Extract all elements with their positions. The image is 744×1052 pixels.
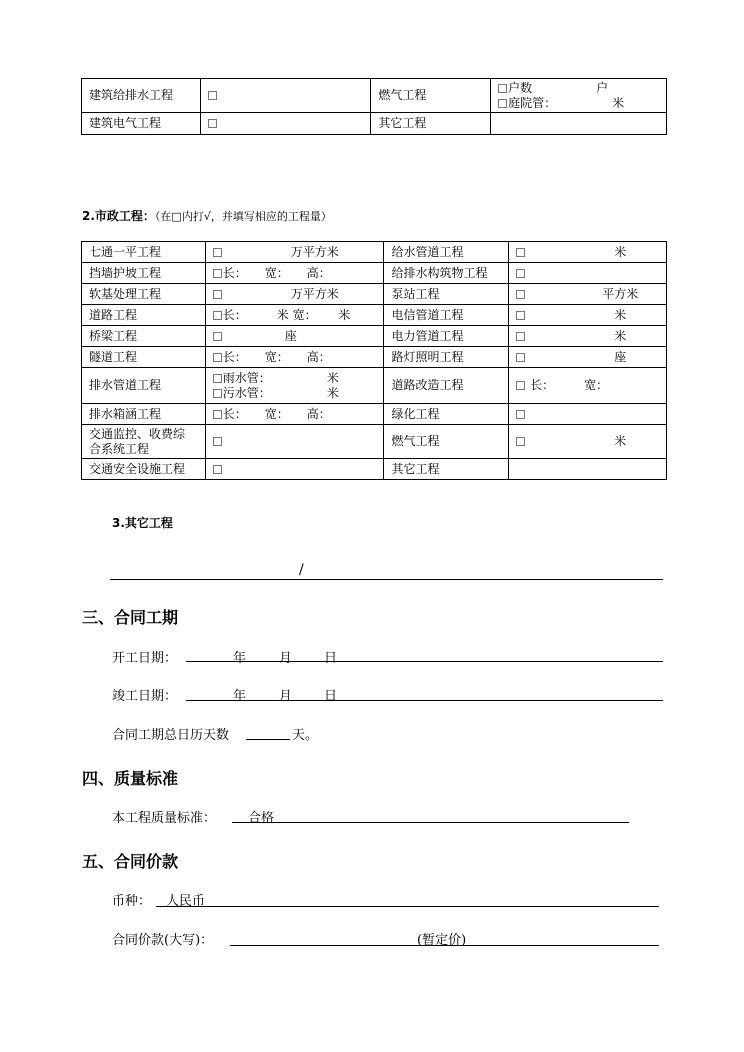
cell-unit: 米 xyxy=(614,328,627,343)
table-row xyxy=(82,263,667,284)
building-works-table xyxy=(81,78,667,135)
checkbox[interactable] xyxy=(213,332,222,341)
cell-label: 绿化工程 xyxy=(384,404,509,425)
cell-label: 建筑电气工程 xyxy=(82,113,201,135)
cell-unit: 米 xyxy=(614,307,627,322)
cell-label: 七通一平工程 xyxy=(82,242,206,263)
checkbox[interactable] xyxy=(516,410,525,419)
checkbox[interactable] xyxy=(498,84,507,93)
yard-pipe-label: 庭院管： xyxy=(508,95,557,110)
cell-unit: 座 xyxy=(284,328,297,343)
price-note: (暂定价) xyxy=(417,933,467,948)
cell-unit: 万平方米 xyxy=(290,286,339,301)
cell-label: 道路改造工程 xyxy=(384,368,509,404)
cell-label: 合系统工程 xyxy=(89,441,150,456)
rain-pipe-label: 雨水管： xyxy=(222,370,271,385)
currency-field[interactable] xyxy=(156,906,659,907)
end-day-label: 日 xyxy=(324,689,338,704)
cell-unit: 长： 宽： 高： xyxy=(222,265,331,280)
currency-value: 人民币 xyxy=(166,894,206,909)
checkbox[interactable] xyxy=(213,410,222,419)
checkbox[interactable] xyxy=(516,311,525,320)
table-row xyxy=(82,459,667,480)
table-row xyxy=(82,368,667,404)
checkbox[interactable] xyxy=(213,311,222,320)
cell-unit: 座 xyxy=(614,349,627,364)
table-row xyxy=(82,113,667,135)
total-days-unit: 天。 xyxy=(292,728,319,743)
cell-unit: 米 xyxy=(614,434,627,448)
checkbox[interactable] xyxy=(213,374,222,383)
checkbox[interactable] xyxy=(516,290,525,299)
quality-label: 本工程质量标准： xyxy=(112,811,217,826)
cell-label: 燃气工程 xyxy=(371,79,491,113)
checkbox[interactable] xyxy=(213,269,222,278)
end-month-label: 月 xyxy=(279,689,293,704)
table-row xyxy=(82,79,667,113)
cell-label: 排水管道工程 xyxy=(82,368,206,404)
section-2-title-line xyxy=(82,205,332,224)
cell-label: 其它工程 xyxy=(384,459,509,480)
cell-label: 电力管道工程 xyxy=(384,326,509,347)
checkbox[interactable] xyxy=(208,119,217,128)
end-year-label: 年 xyxy=(233,689,247,704)
cell-label: 挡墙护坡工程 xyxy=(82,263,206,284)
section-2-title: 2.市政工程： xyxy=(82,209,155,223)
cell-label: 排水箱涵工程 xyxy=(82,404,206,425)
quality-field[interactable] xyxy=(232,822,629,823)
total-days-field[interactable] xyxy=(246,739,290,740)
total-days-label: 合同工期总日历天数 xyxy=(112,728,230,743)
cell-label: 交通监控、收费综 xyxy=(89,426,186,441)
start-month-label: 月 xyxy=(279,651,293,666)
cell-unit: 长： 宽： 高： xyxy=(222,406,331,421)
cell-label: 燃气工程 xyxy=(384,425,509,459)
checkbox[interactable] xyxy=(208,91,217,100)
cell-label: 其它工程 xyxy=(371,113,491,135)
end-date-label: 竣工日期： xyxy=(112,689,178,704)
cell-label: 泵站工程 xyxy=(384,284,509,305)
checkbox[interactable] xyxy=(213,465,222,474)
start-date-label: 开工日期： xyxy=(112,651,178,666)
cell-label: 路灯照明工程 xyxy=(384,347,509,368)
cell-unit: 万平方米 xyxy=(290,244,339,259)
quality-value: 合格 xyxy=(248,811,275,826)
section-2-note: （在□内打√，并填写相应的工程量） xyxy=(154,210,332,223)
cell-label: 给水管道工程 xyxy=(384,242,509,263)
table-row xyxy=(82,326,667,347)
households-unit: 户 xyxy=(596,80,609,95)
yard-pipe-unit: 米 xyxy=(612,95,625,110)
heading-contract-period: 三、合同工期 xyxy=(82,608,179,627)
table-row xyxy=(82,425,667,459)
cell-label: 电信管道工程 xyxy=(384,305,509,326)
cell-unit: 平方米 xyxy=(602,286,639,301)
checkbox[interactable] xyxy=(516,248,525,257)
section-3-title: 3.其它工程 xyxy=(112,516,173,530)
checkbox[interactable] xyxy=(516,437,525,446)
cell-unit: 长： 宽： 高： xyxy=(222,349,331,364)
cell-label: 桥梁工程 xyxy=(82,326,206,347)
checkbox[interactable] xyxy=(213,389,222,398)
start-day-label: 日 xyxy=(324,651,338,666)
cell-label: 软基处理工程 xyxy=(82,284,206,305)
heading-contract-price: 五、合同价款 xyxy=(82,852,179,871)
checkbox[interactable] xyxy=(213,353,222,362)
municipal-works-table xyxy=(81,241,667,480)
cell-unit: 长： 宽： xyxy=(530,378,609,392)
checkbox[interactable] xyxy=(498,99,507,108)
other-works-value: / xyxy=(299,562,304,578)
cell-unit: 长： 米 宽： 米 xyxy=(222,307,351,322)
start-year-label: 年 xyxy=(233,651,247,666)
table-row xyxy=(82,347,667,368)
cell-label: 建筑给排水工程 xyxy=(82,79,201,113)
other-works-line xyxy=(110,579,663,580)
checkbox[interactable] xyxy=(516,381,525,390)
sewage-pipe-unit: 米 xyxy=(326,385,339,400)
checkbox[interactable] xyxy=(516,353,525,362)
cell-label: 道路工程 xyxy=(82,305,206,326)
checkbox[interactable] xyxy=(516,332,525,341)
heading-quality-standard: 四、质量标准 xyxy=(82,769,179,788)
rain-pipe-unit: 米 xyxy=(326,370,339,385)
table-row xyxy=(82,404,667,425)
price-label: 合同价款(大写)： xyxy=(112,933,214,948)
checkbox[interactable] xyxy=(516,269,525,278)
start-date-field[interactable] xyxy=(186,661,663,662)
cell-label: 给排水构筑物工程 xyxy=(384,263,509,284)
table-row xyxy=(82,305,667,326)
cell-unit: 米 xyxy=(614,244,627,259)
sewage-pipe-label: 污水管： xyxy=(222,385,271,400)
checkbox[interactable] xyxy=(213,437,222,446)
cell-label: 隧道工程 xyxy=(82,347,206,368)
checkbox[interactable] xyxy=(213,248,222,257)
table-row xyxy=(82,242,667,263)
checkbox[interactable] xyxy=(213,290,222,299)
cell-label: 交通安全设施工程 xyxy=(82,459,206,480)
table-row xyxy=(82,284,667,305)
end-date-field[interactable] xyxy=(186,700,663,701)
currency-label: 币种： xyxy=(112,894,152,909)
households-label: 户数 xyxy=(508,80,533,95)
